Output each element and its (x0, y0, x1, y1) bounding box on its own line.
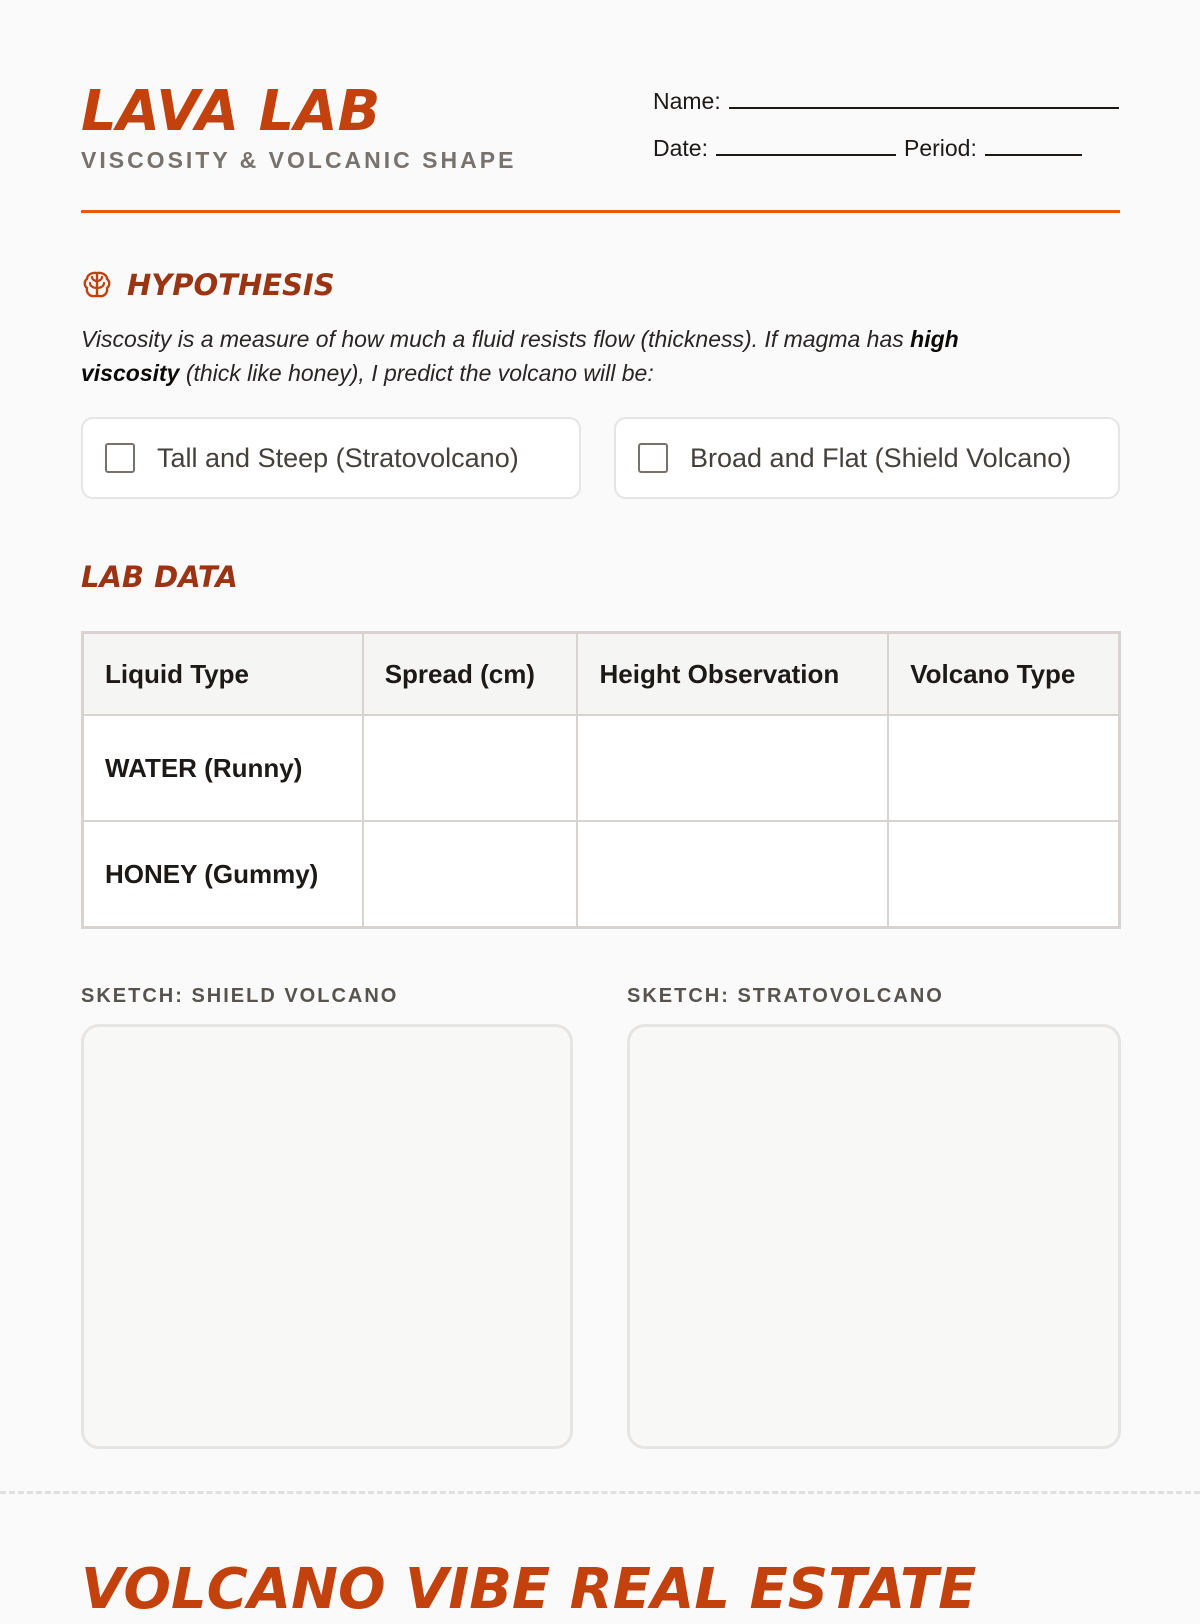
hypothesis-text-bold1: high (910, 326, 959, 352)
column-header: Height Observation (577, 633, 888, 716)
hypothesis-text-part2: (thick like honey), I predict the volcano will be: (179, 360, 654, 386)
date-blank[interactable] (716, 132, 896, 156)
worksheet-subtitle: VISCOSITY & VOLCANIC SHAPE (81, 147, 517, 173)
volcano-type-cell[interactable] (888, 715, 1119, 821)
option-shield-volcano[interactable] (614, 417, 1120, 499)
date-period-line (653, 131, 1123, 178)
liquid-type-cell: HONEY (Gummy) (83, 821, 363, 928)
brain-icon (81, 269, 113, 301)
stratovolcano-checkbox[interactable] (105, 443, 135, 473)
period-label: Period: (903, 135, 977, 161)
table-row (83, 715, 1120, 821)
column-header: Spread (cm) (363, 633, 578, 716)
sketch-strato-box[interactable] (627, 1024, 1121, 1449)
height-observation-cell[interactable] (577, 821, 888, 928)
date-label: Date: (653, 135, 708, 161)
hypothesis-heading (81, 268, 335, 302)
lab-data-title: LAB DATA (81, 560, 238, 594)
period-blank[interactable] (985, 132, 1082, 156)
height-observation-cell[interactable] (577, 715, 888, 821)
name-label: Name: (653, 88, 721, 114)
page-divider (0, 1491, 1200, 1494)
name-line (653, 84, 1123, 131)
table-row (83, 821, 1120, 928)
sketch-strato-label: SKETCH: STRATOVOLCANO (627, 985, 944, 1007)
worksheet-title: LAVA LAB (81, 79, 381, 144)
shield-volcano-checkbox[interactable] (638, 443, 668, 473)
sketch-shield-box[interactable] (81, 1024, 573, 1449)
spread-cell[interactable] (363, 821, 578, 928)
hypothesis-title: HYPOTHESIS (127, 268, 335, 302)
student-info (653, 84, 1123, 178)
option-stratovolcano[interactable] (81, 417, 581, 499)
worksheet-header (81, 78, 1120, 213)
hypothesis-text-bold2: viscosity (81, 360, 180, 386)
column-header: Volcano Type (888, 633, 1119, 716)
option-label: Broad and Flat (Shield Volcano) (690, 442, 1072, 473)
option-label: Tall and Steep (Stratovolcano) (157, 442, 519, 473)
spread-cell[interactable] (363, 715, 578, 821)
lab-data-table (81, 631, 1121, 929)
hypothesis-options (81, 417, 1120, 503)
sketch-shield-label: SKETCH: SHIELD VOLCANO (81, 985, 399, 1007)
liquid-type-cell: WATER (Runny) (83, 715, 363, 821)
name-blank[interactable] (729, 85, 1119, 109)
table-header-row (83, 633, 1120, 716)
volcano-type-cell[interactable] (888, 821, 1119, 928)
next-page-title: VOLCANO VIBE REAL ESTATE (81, 1557, 977, 1622)
column-header: Liquid Type (83, 633, 363, 716)
hypothesis-text (81, 322, 1081, 390)
hypothesis-text-part1: Viscosity is a measure of how much a fluid resists flow (thickness). If magma has (81, 326, 911, 352)
